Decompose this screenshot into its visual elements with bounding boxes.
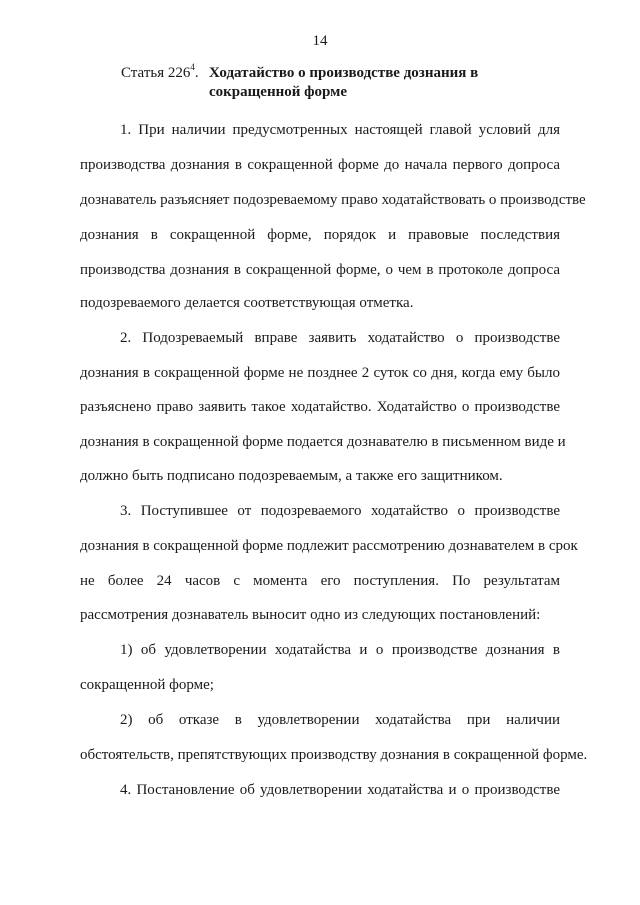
text-line: дознаватель разъясняет подозреваемому право ходатайствовать о производстве [80, 192, 586, 208]
text-line: не более 24 часов с момента его поступления. По результатам [80, 573, 560, 589]
text-line: 2. Подозреваемый вправе заявить ходатайство о производстве [120, 330, 560, 346]
text-line: подозреваемого делается соответствующая отметка. [80, 295, 414, 311]
text-line: рассмотрения дознаватель выносит одно из следующих постановлений: [80, 607, 541, 623]
text-line: 1) об удовлетворении ходатайства и о производстве дознания в [120, 642, 560, 658]
text-line: дознания в сокращенной форме подлежит рассмотрению дознавателем в срок [80, 538, 578, 554]
article-label-superscript: 4 [190, 62, 195, 72]
text-line: производства дознания в сокращенной форме, о чем в протоколе допроса [80, 262, 560, 278]
article-label-suffix: . [194, 65, 199, 81]
text-line: 4. Постановление об удовлетворении ходатайства и о производстве [120, 782, 560, 798]
text-line: дознания в сокращенной форме, порядок и правовые последствия [80, 227, 560, 243]
page-number: 14 [312, 33, 328, 49]
article-title [209, 64, 549, 102]
text-line: разъяснено право заявить такое ходатайство. Ходатайство о производстве [80, 399, 560, 415]
text-line: 2) об отказе в удовлетворении ходатайства при наличии [120, 712, 560, 728]
text-line: производства дознания в сокращенной форме до начала первого допроса [80, 157, 560, 173]
article-label [121, 64, 199, 83]
article-label-prefix: Статья 226 [121, 65, 191, 81]
text-line: должно быть подписано подозреваемым, а также его защитником. [80, 468, 503, 484]
article-title-line: сокращенной форме [209, 84, 348, 100]
text-line: обстоятельств, препятствующих производству дознания в сокращенной форме. [80, 747, 588, 763]
article-title-line: Ходатайство о производстве дознания в [209, 65, 479, 81]
text-line: дознания в сокращенной форме подается дознавателю в письменном виде и [80, 434, 566, 450]
text-line: дознания в сокращенной форме не позднее 2 суток со дня, когда ему было [80, 365, 560, 381]
text-line: 3. Поступившее от подозреваемого ходатайство о производстве [120, 503, 560, 519]
text-line: 1. При наличии предусмотренных настоящей главой условий для [120, 122, 560, 138]
text-line: сокращенной форме; [80, 677, 214, 693]
